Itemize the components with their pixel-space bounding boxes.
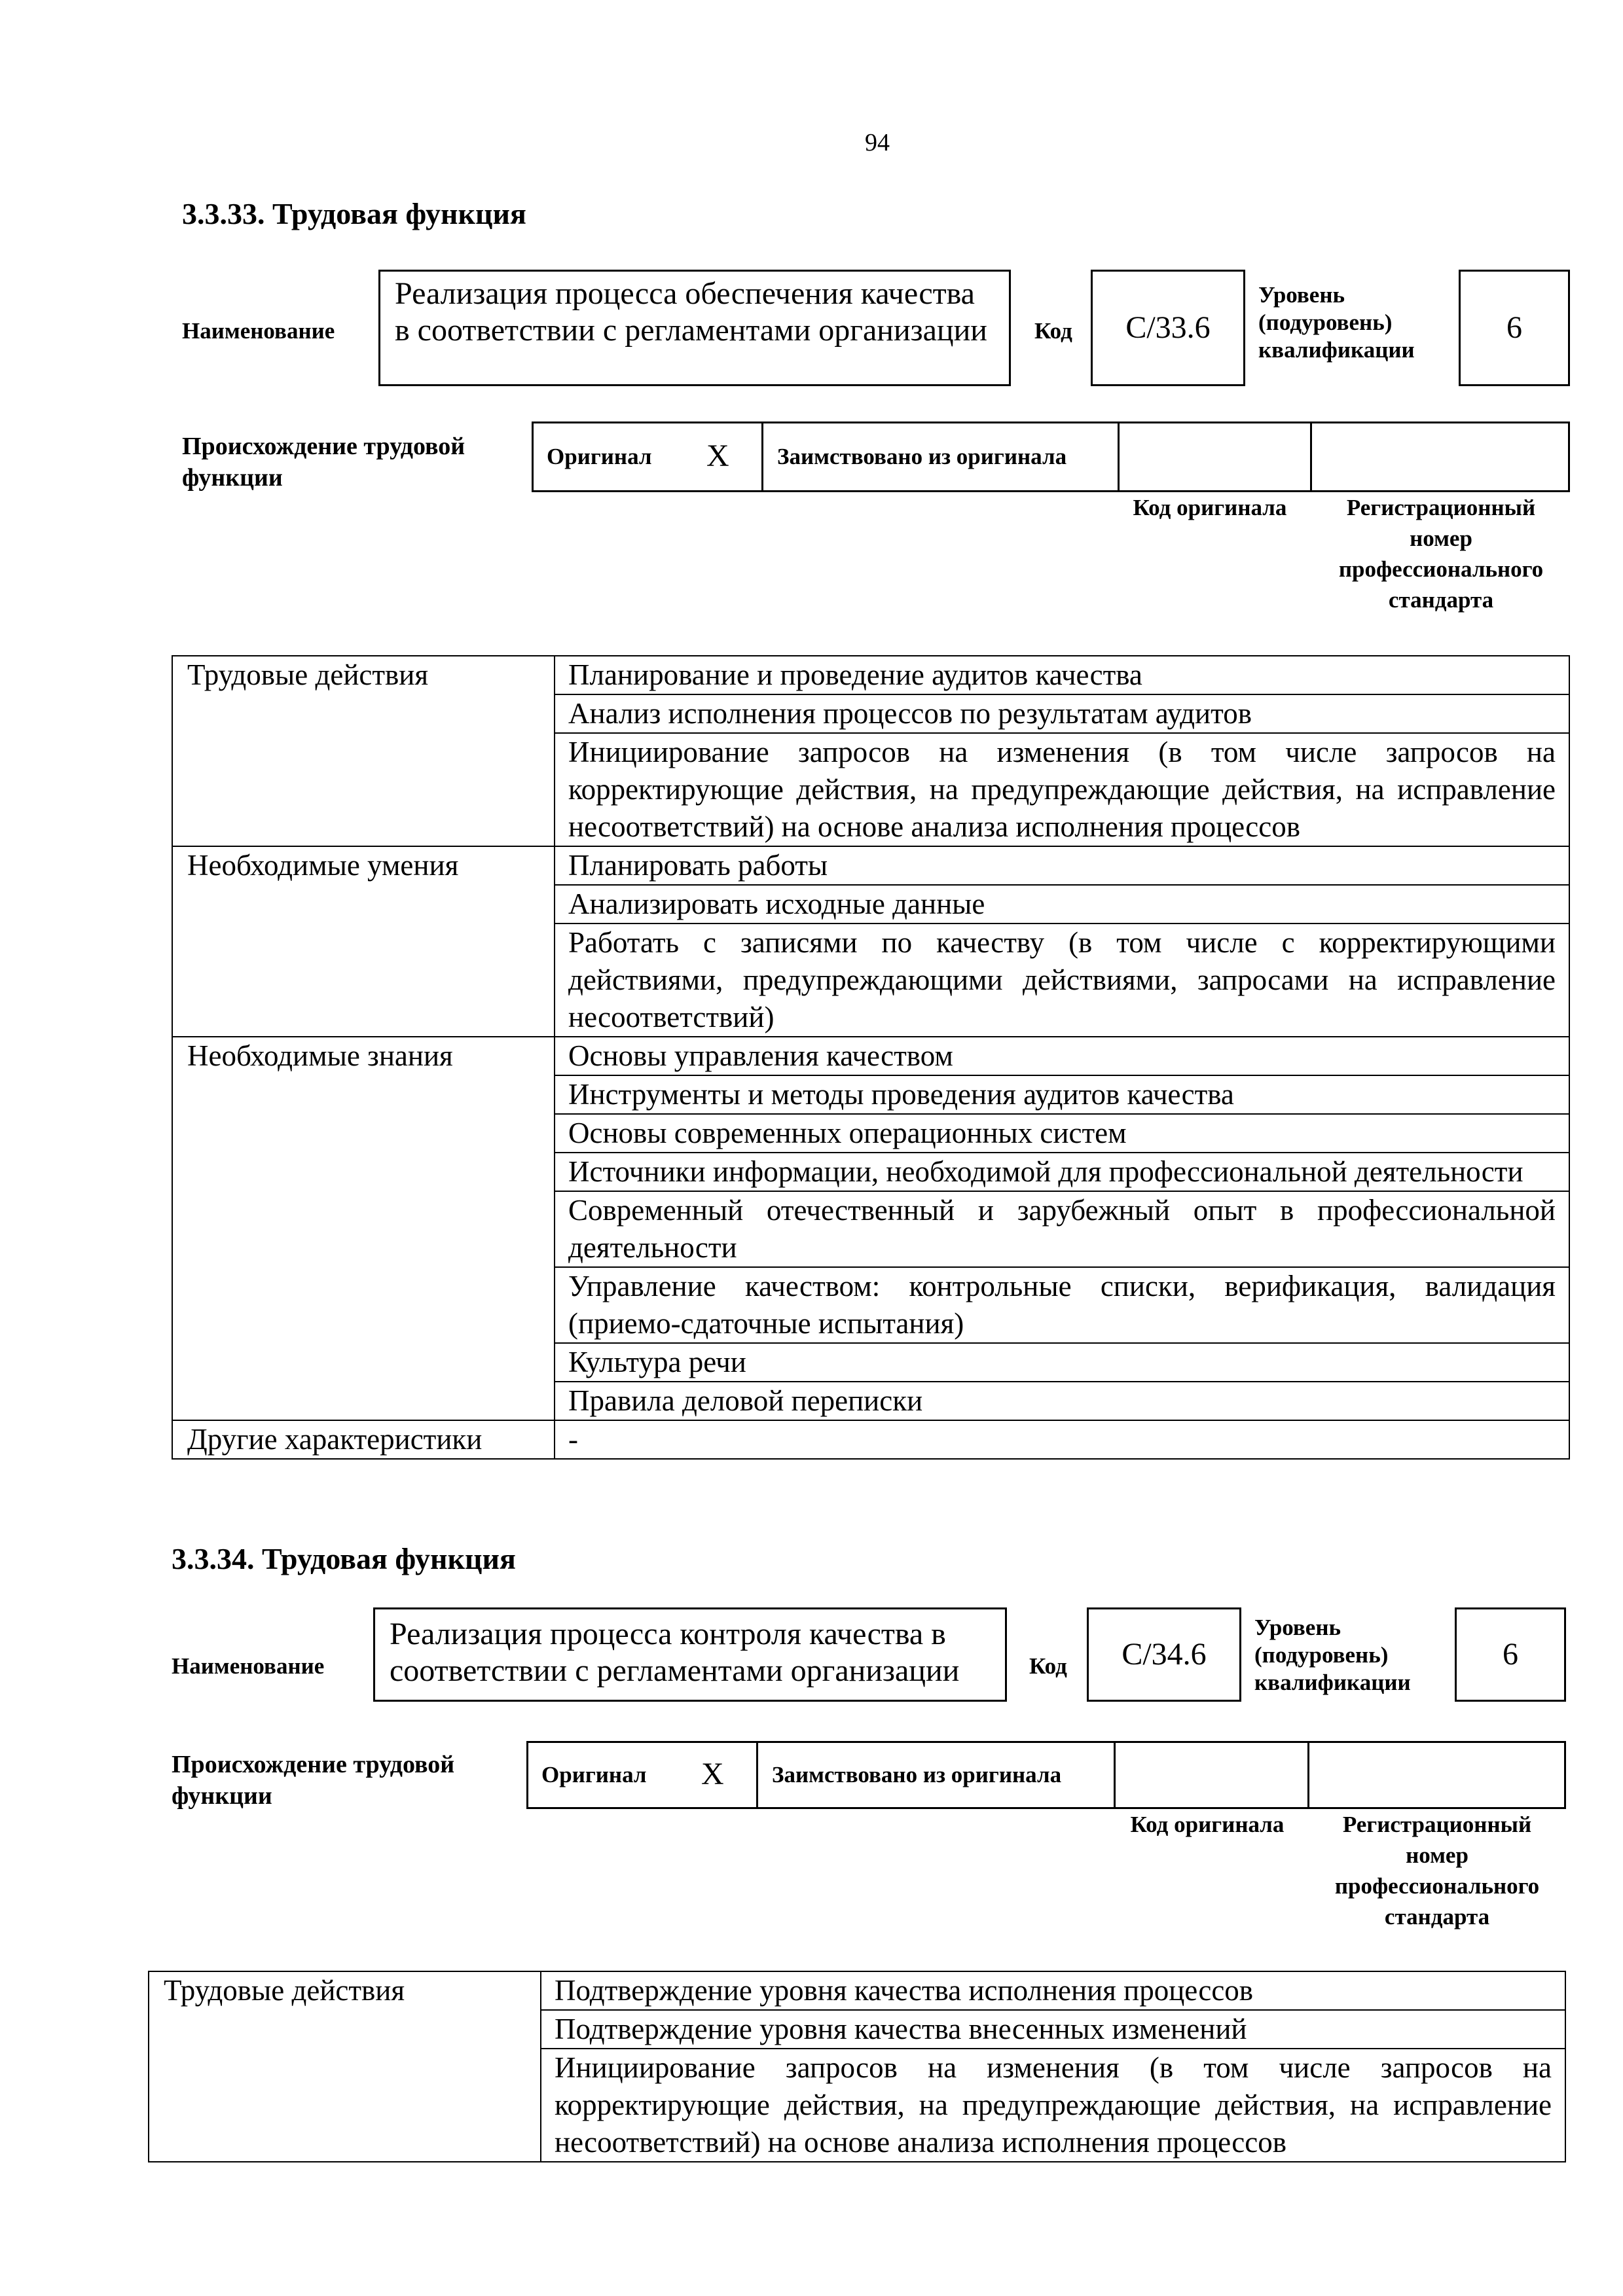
table-row (172, 846, 1569, 885)
name-label-34: Наименование (172, 1653, 325, 1679)
list-item: Источники информации, необходимой для профессиональной деятельности (555, 1153, 1569, 1191)
category-labor-actions-34: Трудовые действия (149, 1971, 541, 2162)
reg-number-caption-34: Регистрационный номер профессионального стандарта (1334, 1812, 1540, 1929)
level-box-34 (1455, 1607, 1566, 1702)
level-value-33: 6 (1506, 310, 1522, 345)
reg-number-caption-33: Регистрационный номер профессионального стандарта (1338, 495, 1544, 613)
divider (1118, 423, 1120, 490)
borrowed-label-34: Заимствовано из оригинала (772, 1762, 1062, 1787)
original-label-33: Оригинал (547, 444, 652, 469)
list-item: Современный отечественный и зарубежный опыт в профессиональной деятельности (555, 1191, 1569, 1267)
list-item: - (555, 1420, 1569, 1459)
list-item: Управление качеством: контрольные списки, верификация, валидация (приемо-сдаточные испытания) (555, 1267, 1569, 1343)
section-title-34: 3.3.34. Трудовая функция (172, 1542, 516, 1575)
origin-row-33 (532, 422, 1570, 492)
origin-label-33: Происхождение трудовой функции (182, 433, 465, 492)
list-item: Планирование и проведение аудитов качества (555, 656, 1569, 694)
function-table-34 (148, 1971, 1566, 2162)
function-table-33 (172, 655, 1570, 1460)
divider (761, 423, 763, 490)
category-required-skills: Необходимые умения (172, 846, 555, 1037)
level-box-33 (1459, 270, 1570, 386)
table-row (172, 1420, 1569, 1459)
code-label-34: Код (1029, 1653, 1067, 1679)
list-item: Подтверждение уровня качества исполнения процессов (541, 1971, 1565, 2010)
code-value-34: C/34.6 (1122, 1637, 1207, 1672)
code-label-33: Код (1034, 318, 1072, 344)
origin-row-34 (526, 1741, 1566, 1809)
origin-label-34: Происхождение трудовой функции (172, 1751, 455, 1810)
list-item: Работать с записями по качеству (в том числе с корректирующими действиями, предупреждающими действиями, запросами на исправление несоответствий) (555, 924, 1569, 1037)
name-label-33: Наименование (182, 318, 335, 344)
list-item: Инструменты и методы проведения аудитов качества (555, 1075, 1569, 1114)
function-name-34: Реализация процесса контроля качества в соответствии с регламентами организации (390, 1617, 960, 1688)
level-label-33: Уровень (подуровень) квалификации (1258, 282, 1415, 363)
level-value-34: 6 (1503, 1637, 1518, 1672)
code-original-caption-33: Код оригинала (1133, 495, 1287, 520)
code-box-34 (1087, 1607, 1241, 1702)
list-item: Основы управления качеством (555, 1037, 1569, 1075)
table-row (172, 1037, 1569, 1075)
name-box-33 (378, 270, 1011, 386)
divider (1114, 1743, 1116, 1807)
original-label-34: Оригинал (541, 1762, 647, 1787)
list-item: Планировать работы (555, 846, 1569, 885)
code-value-33: C/33.6 (1125, 310, 1211, 345)
code-box-33 (1091, 270, 1245, 386)
name-box-34 (373, 1607, 1007, 1702)
table-row (149, 1971, 1565, 2010)
borrowed-label-33: Заимствовано из оригинала (777, 444, 1067, 469)
original-mark-34: X (701, 1757, 724, 1791)
divider (1310, 423, 1312, 490)
category-labor-actions: Трудовые действия (172, 656, 555, 846)
level-label-34: Уровень (подуровень) квалификации (1254, 1615, 1411, 1695)
list-item: Инициирование запросов на изменения (в том числе запросов на корректирующие действия, на предупреждающие действия, на исправление несоответствий) на основе анализа исполнения процессов (541, 2049, 1565, 2162)
divider (1307, 1743, 1309, 1807)
list-item: Основы современных операционных систем (555, 1114, 1569, 1153)
section-title-33: 3.3.33. Трудовая функция (182, 197, 526, 230)
divider (756, 1743, 758, 1807)
table-row (172, 656, 1569, 694)
original-mark-33: X (706, 439, 729, 473)
function-name-33: Реализация процесса обеспечения качества в соответствии с регламентами организации (395, 276, 987, 348)
code-original-caption-34: Код оригинала (1130, 1812, 1285, 1837)
list-item: Инициирование запросов на изменения (в том числе запросов на корректирующие действия, на предупреждающие действия, на исправление несоответствий) на основе анализа исполнения процессов (555, 733, 1569, 846)
list-item: Правила деловой переписки (555, 1382, 1569, 1420)
category-other-characteristics: Другие характеристики (172, 1420, 555, 1459)
page-number: 94 (865, 129, 890, 156)
category-required-knowledge: Необходимые знания (172, 1037, 555, 1420)
list-item: Анализ исполнения процессов по результатам аудитов (555, 694, 1569, 733)
list-item: Анализировать исходные данные (555, 885, 1569, 924)
list-item: Подтверждение уровня качества внесенных изменений (541, 2010, 1565, 2049)
list-item: Культура речи (555, 1343, 1569, 1382)
